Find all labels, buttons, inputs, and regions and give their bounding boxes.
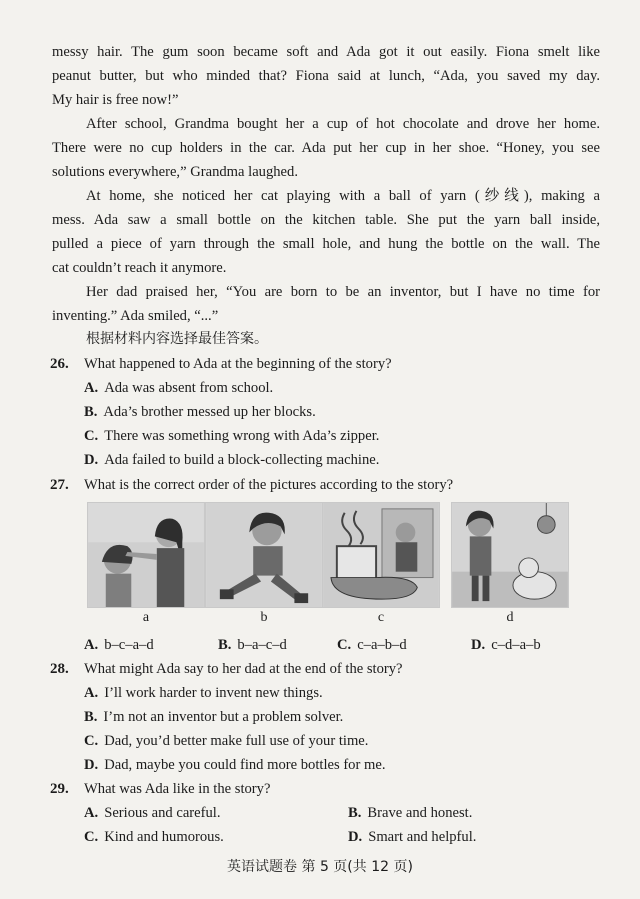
option-label: C.	[84, 733, 99, 749]
option-label: D.	[84, 452, 99, 468]
question-text: What is the correct order of the pictures according to the story?	[84, 477, 454, 493]
option-b[interactable]	[84, 707, 343, 727]
picture-a	[87, 502, 205, 608]
option-label: A.	[84, 380, 99, 396]
picture-c	[322, 502, 440, 608]
option-c[interactable]	[84, 827, 224, 847]
option-text: I’ll work harder to invent new things.	[104, 685, 323, 701]
passage-line: My hair is free now!”	[52, 92, 179, 108]
cup-in-shoe-illustration	[323, 503, 439, 607]
option-b[interactable]	[218, 635, 287, 655]
picture-caption: c	[377, 610, 385, 625]
picture-d	[451, 502, 569, 608]
option-text: Serious and careful.	[104, 805, 221, 821]
question-text: What might Ada say to her dad at the end of the story?	[84, 661, 403, 677]
instruction: 根据材料内容选择最佳答案。	[86, 331, 268, 347]
option-a[interactable]	[84, 683, 323, 703]
option-label: D.	[348, 829, 363, 845]
picture-b	[205, 502, 323, 608]
passage-line: cat couldn’t reach it anymore.	[52, 260, 227, 276]
option-text: b–c–a–d	[104, 637, 154, 653]
option-label: A.	[84, 685, 99, 701]
option-label: B.	[84, 709, 98, 725]
option-text: Kind and humorous.	[104, 829, 224, 845]
option-text: I’m not an inventor but a problem solver.	[103, 709, 344, 725]
passage-line: inventing.” Ada smiled, “...”	[52, 308, 219, 324]
option-d[interactable]	[348, 827, 476, 847]
girl-and-cat-illustration	[452, 503, 568, 607]
passage-line: peanut butter, but who minded that? Fiona said at lunch, “Ada, you saved my day.	[52, 68, 600, 84]
option-text: c–d–a–b	[491, 637, 541, 653]
passage-line: solutions everywhere,” Grandma laughed.	[52, 164, 298, 180]
picture-caption: a	[142, 610, 150, 625]
option-c[interactable]	[337, 635, 407, 655]
option-label: A.	[84, 637, 99, 653]
option-label: D.	[471, 637, 486, 653]
option-text: Dad, maybe you could find more bottles for me.	[104, 757, 386, 773]
passage-line: mess. Ada saw a small bottle on the kitchen table. She put the yarn ball inside,	[52, 212, 600, 228]
girl-and-friend-illustration	[88, 503, 204, 607]
passage-line: There were no cup holders in the car. Ada put her cup in her shoe. “Honey, you see	[52, 140, 600, 156]
picture-caption: b	[260, 610, 268, 625]
passage-line: Her dad praised her, “You are born to be an inventor, but I have no time for	[86, 284, 600, 300]
question-number: 29.	[50, 781, 69, 797]
question-number: 27.	[50, 477, 69, 493]
option-text: c–a–b–d	[357, 637, 407, 653]
option-d[interactable]	[471, 635, 541, 655]
option-c[interactable]	[84, 731, 368, 751]
option-text: Dad, you’d better make full use of your time.	[104, 733, 369, 749]
option-text: b–a–c–d	[237, 637, 287, 653]
question-text: What was Ada like in the story?	[84, 781, 271, 797]
picture-caption: d	[506, 610, 514, 625]
option-d[interactable]	[84, 755, 385, 775]
option-text: Brave and honest.	[367, 805, 473, 821]
option-text: Ada’s brother messed up her blocks.	[103, 404, 316, 420]
option-a[interactable]	[84, 803, 221, 823]
option-b[interactable]	[84, 402, 316, 422]
option-text: Ada failed to build a block-collecting machine.	[104, 452, 380, 468]
option-b[interactable]	[348, 803, 472, 823]
option-label: A.	[84, 805, 99, 821]
passage-line: At home, she noticed her cat playing with a ball of yarn (纱线), making a	[86, 188, 600, 204]
option-d[interactable]	[84, 450, 379, 470]
option-c[interactable]	[84, 426, 379, 446]
page-footer: 英语试题卷 第 5 页(共 12 页)	[227, 859, 413, 875]
option-text: Ada was absent from school.	[104, 380, 274, 396]
passage-line: messy hair. The gum soon became soft and Ada got it out easily. Fiona smelt like	[52, 44, 600, 60]
option-a[interactable]	[84, 635, 154, 655]
question-number: 26.	[50, 356, 69, 372]
option-text: There was something wrong with Ada’s zipper.	[104, 428, 380, 444]
passage-line: After school, Grandma bought her a cup of hot chocolate and drove her home.	[86, 116, 600, 132]
option-label: C.	[84, 428, 99, 444]
question-number: 28.	[50, 661, 69, 677]
girl-sitting-illustration	[206, 503, 322, 607]
option-label: C.	[337, 637, 352, 653]
option-text: Smart and helpful.	[368, 829, 477, 845]
option-a[interactable]	[84, 378, 273, 398]
passage-line: pulled a piece of yarn through the small hole, and hung the bottle on the wall. The	[52, 236, 600, 252]
option-label: C.	[84, 829, 99, 845]
question-text: What happened to Ada at the beginning of the story?	[84, 356, 392, 372]
option-label: B.	[348, 805, 362, 821]
option-label: B.	[218, 637, 232, 653]
option-label: B.	[84, 404, 98, 420]
option-label: D.	[84, 757, 99, 773]
